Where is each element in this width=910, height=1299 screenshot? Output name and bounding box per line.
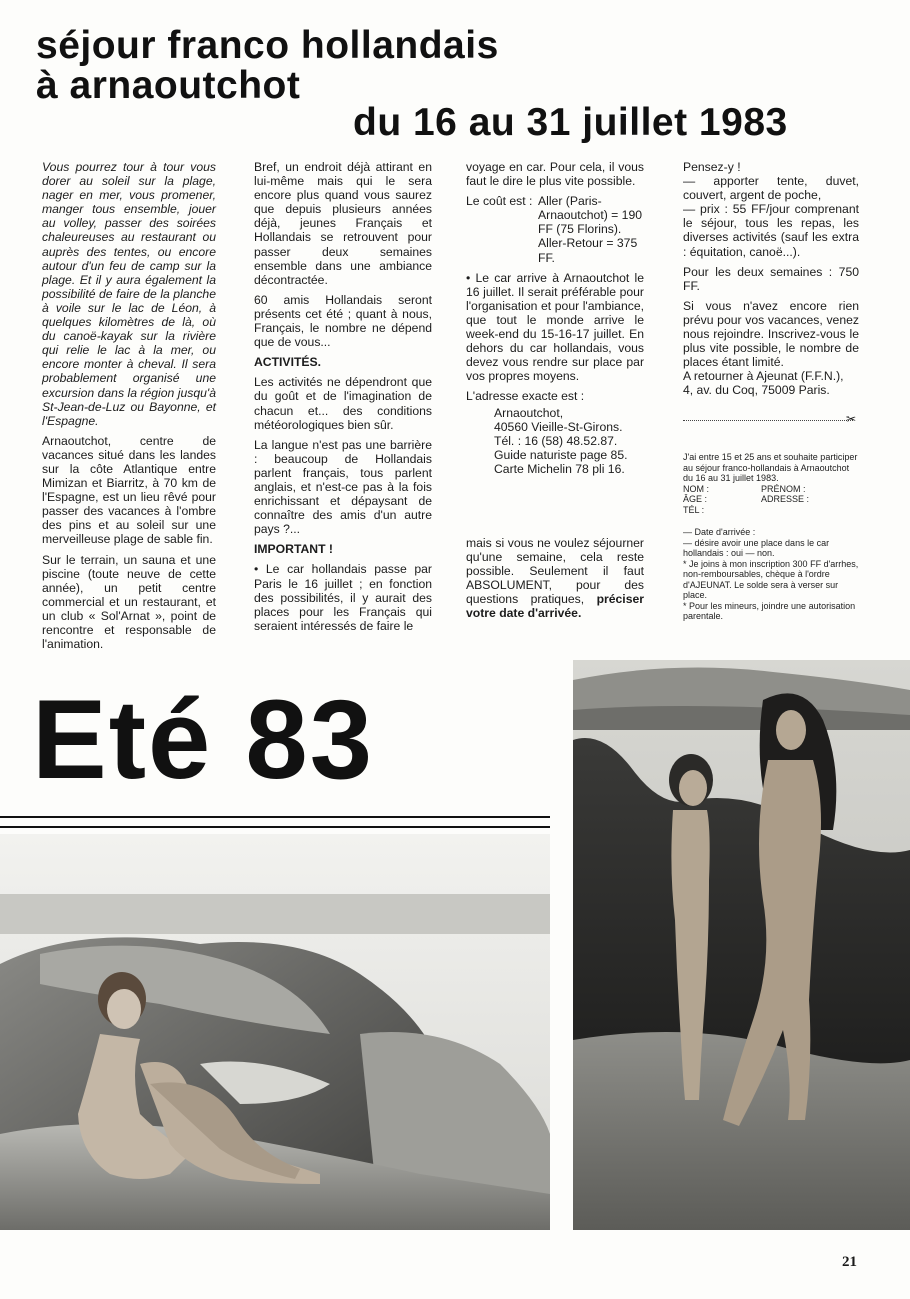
paragraph: Arnaoutchot, centre de vacances situé dans les landes sur la côte Atlantique entre Mimizan et Biarritz, à 70 km de l'Espagne, est un lieu rêvé pour passer des vacances à l'ombre des pins et au soleil sur une merveilleuse plage de sable fin. xyxy=(42,433,216,547)
page-number: 21 xyxy=(842,1254,857,1270)
divider-rule xyxy=(0,826,550,828)
paragraph: 60 amis Hollandais seront présents cet été ; quant à nous, Français, le nombre ne dépend que de vous... xyxy=(254,292,432,350)
photo-image xyxy=(573,660,910,1230)
section-heading-important: IMPORTANT ! xyxy=(254,542,333,557)
paragraph: Les activités ne dépendront que du goût et de l'imagination de chacun et... des conditions météorologiques bien sûr. xyxy=(254,375,432,432)
photo-beach-rocks xyxy=(0,834,550,1230)
photo-image xyxy=(0,834,550,1230)
paragraph: 4, av. du Coq, 75009 Paris. xyxy=(683,383,830,398)
paragraph xyxy=(466,536,644,621)
paragraph-text: mais si vous ne voulez séjourner qu'une semaine, cela reste possible. Seulement il faut ABSOLUMENT, pour des questions pratiques, xyxy=(466,536,644,607)
divider-rule xyxy=(0,816,550,818)
emphasis-text: préciser votre date d'arrivée. xyxy=(466,592,644,621)
coupon-field-nom: NOM : xyxy=(683,483,709,494)
address-line: Tél. : 16 (58) 48.52.87. xyxy=(494,433,618,448)
address-line: Carte Michelin 78 pli 16. xyxy=(494,461,625,476)
paragraph: Si vous n'avez encore rien prévu pour vos vacances, venez nous rejoindre. Inscrivez-vous le plus vite possible, le nombre de places étant limité. xyxy=(683,298,859,370)
photo-seaside-figures xyxy=(573,660,910,1230)
coupon-field-tel: TÉL : xyxy=(683,504,705,515)
coupon-field-age: ÂGE : xyxy=(683,494,708,504)
address-block xyxy=(466,406,644,476)
paragraph: La langue n'est pas une barrière : beaucoup de Hollandais parlent français, tous parlent anglais, et n'est-ce pas à la fois enrichissant et dépaysant de connaître des amis d'un autre pays ?... xyxy=(254,437,432,537)
paragraph: Pour les deux semaines : 750 FF. xyxy=(683,264,859,293)
paragraph: A retourner à Ajeunat (F.F.N.), xyxy=(683,369,844,384)
coupon-field-adresse: ADRESSE : xyxy=(761,494,810,504)
paragraph: Pensez-y ! xyxy=(683,160,741,174)
cost-value: Aller (Paris-Arnaoutchot) = 190 FF (75 Florins). Aller-Retour = 375 FF. xyxy=(538,194,643,265)
column-3 xyxy=(466,160,644,476)
paragraph: Bref, un endroit déjà attirant en lui-même mais qui le sera encore plus quand vous saurez que depuis plusieurs années déjà, jeunes Français et Hollandais se retrouvent pour passer deux semaines ensemble dans une ambiance décontractée. xyxy=(254,160,432,287)
column-2 xyxy=(254,160,432,639)
coupon-line: — désire avoir une place dans le car hollandais : oui — non. xyxy=(683,537,830,558)
intro-paragraph: Vous pourrez tour à tour vous dorer au soleil sur la plage, nager en mer, vous promener, manger tous ensemble, jouer au volley, passer des soirées chaleureuses au restaurant ou auprès des tentes, ou encore autour d'un feu de camp sur la plage. Et il y aura également la possibilité de faire de la planche à voile sur le lac de Léon, à quelques kilomètres de là, où du canoë-kayak sur la rivière qui relie le lac à la mer, ou encore monter à cheval. Il sera probablement organisé une excursion dans la région jusqu'à St-Jean-de-Luz ou Bayonne, et l'Espagne. xyxy=(42,160,216,428)
title-dates: du 16 au 31 juillet 1983 xyxy=(353,101,788,144)
column-1 xyxy=(42,160,216,657)
title-line-1: séjour franco hollandais xyxy=(36,24,499,67)
address-intro: L'adresse exacte est : xyxy=(466,389,585,404)
scissors-icon: ✂ xyxy=(846,412,857,426)
coupon-field-prenom: PRÉNOM : xyxy=(761,483,806,494)
paragraph: — apporter tente, duvet, couvert, argent de poche, xyxy=(683,174,859,203)
paragraph: Sur le terrain, un sauna et une piscine (toute neuve de cette année), un petit centre commercial et un restaurant, et un club « Sol'Arnat », point de rencontre et responsable de l'animation. xyxy=(42,552,216,652)
paragraph: • Le car arrive à Arnaoutchot le 16 juillet. Il serait préférable pour l'organisation et pour l'ambiance, que tout le monde arrive le week-end du 15-16-17 juillet. En dehors du car hollandais, vous devez vous rendre sur place par vos propres moyens. xyxy=(466,270,644,384)
column-3-continued xyxy=(466,536,644,627)
coupon-line: — Date d'arrivée : xyxy=(683,527,756,537)
paragraph: — prix : 55 FF/jour comprenant le séjour, tous les repas, les diverses activités (sauf les extra : équitation, canoë...). xyxy=(683,202,859,259)
address-line: 40560 Vieille-St-Girons. xyxy=(494,419,623,434)
coupon-row xyxy=(683,484,859,495)
coupon-line: * Je joins à mon inscription 300 FF d'arrhes, non-remboursables, chèque à l'ordre d'AJEUNAT. Le solde sera à verser sur place. xyxy=(683,558,859,600)
coupon-intro: J'ai entre 15 et 25 ans et souhaite participer au séjour franco-hollandais à Arnaoutchot du 16 au 31 juillet 1983. xyxy=(683,452,858,483)
coupon-line: * Pour les mineurs, joindre une autorisation parentale. xyxy=(683,600,856,621)
section-heading-activites: ACTIVITÉS. xyxy=(254,355,322,370)
address-line: Guide naturiste page 85. xyxy=(494,447,628,462)
paragraph: • Le car hollandais passe par Paris le 16 juillet ; en fonction des possibilités, il y aurait des places pour les Français qui seraient intéressés de faire le xyxy=(254,562,432,633)
coupon-row xyxy=(683,494,859,505)
paragraph: voyage en car. Pour cela, il vous faut le dire le plus vite possible. xyxy=(466,160,644,189)
column-4 xyxy=(683,160,859,398)
address-line: Arnaoutchot, xyxy=(494,405,564,420)
cost-block xyxy=(466,194,644,264)
banner-ete-83: Eté 83 xyxy=(32,677,374,802)
cost-label: Le coût est : xyxy=(466,194,533,209)
title-line-2: à arnaoutchot xyxy=(36,64,301,107)
coupon-form xyxy=(683,452,859,622)
coupon-cut-line xyxy=(683,420,853,421)
